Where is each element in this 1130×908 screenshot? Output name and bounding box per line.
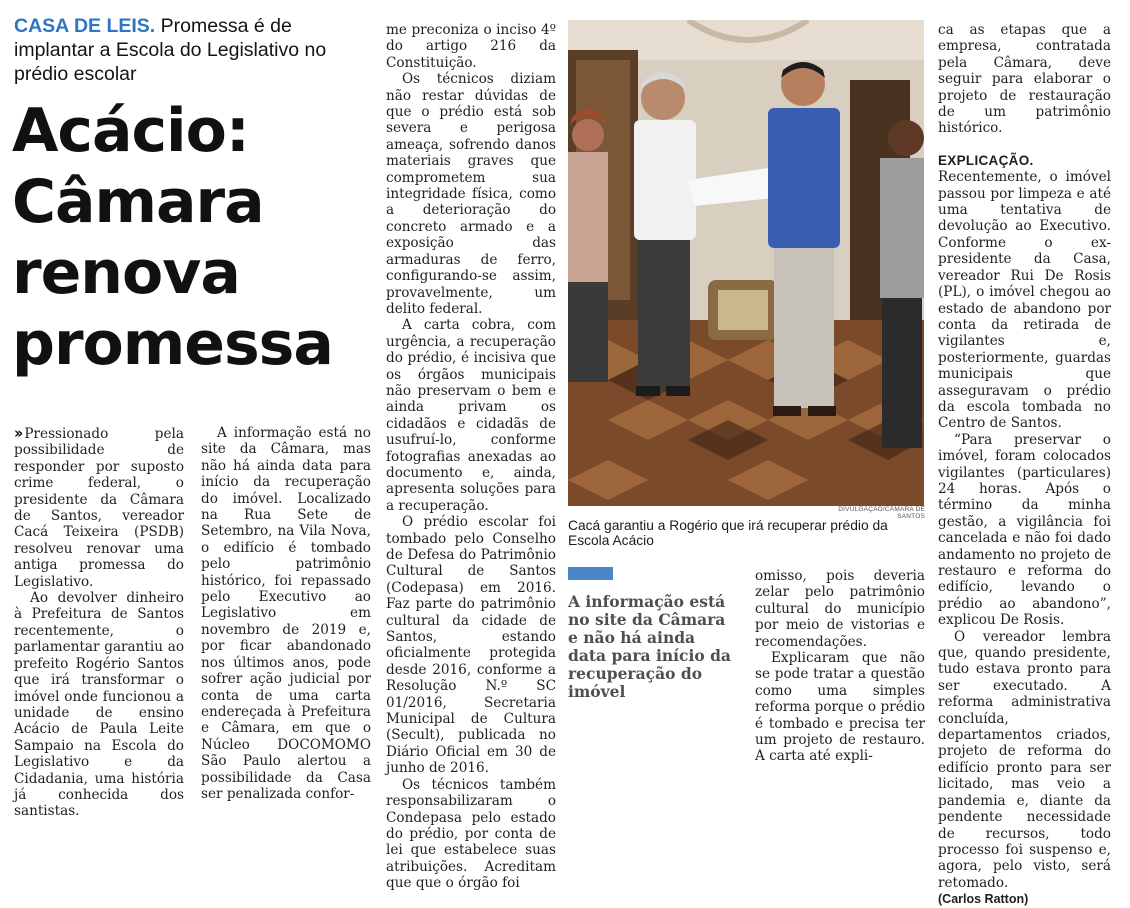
news-photo — [568, 20, 924, 506]
headline-line: renova — [12, 238, 240, 308]
body-column-3 — [386, 22, 556, 892]
headline-line: Acácio: — [12, 96, 249, 166]
paragraph: O prédio escolar foi tombado pelo Conselho de Defesa do Patrimônio Cultural de Santos (Codepasa) em 2016. Faz parte do patrimônio cultural da cidade de Santos, estando oficialmente protegida desde 2016, conforme a Resolução N.º SC 01/2016, Secretaria Municipal de Cultura (Secult), publicada no Diário Oficial em 30 de junho de 2016. — [386, 514, 556, 777]
paragraph: Os técnicos também responsabilizaram o Condepasa pelo estado do prédio, por conta de lei que estabelece suas atribuições. Acreditam que que o órgão foi — [386, 776, 556, 892]
headline-line: promessa — [12, 309, 333, 379]
headline — [12, 96, 372, 380]
paragraph: Explicaram que não se pode tratar a questão como uma simples reforma porque o prédio é tombado e precisa ter um projeto de restauro. A carta até expli- — [755, 650, 925, 765]
subheading: EXPLICAÇÃO. — [938, 152, 1034, 168]
paragraph: A carta cobra, com urgência, a recuperação do prédio, é incisiva que os órgãos municipais não preservam o bem e ainda privam os cidadãos e cidadãs de usufruí-lo, conforme fotografias anexadas ao documento e, ainda, apresenta soluções para a recuperação. — [386, 317, 556, 514]
article-kicker — [14, 14, 374, 86]
paragraph: O vereador lembra que, quando presidente, tudo estava pronto para ser executado. A reforma administrativa concluída, departamentos criados, projeto de reforma do edifício pronto para ser licitado, mas veio a pandemia e, diante da pendente necessidade de recursos, todo processo foi suspenso e, agora, pelo visto, será retomado. — [938, 628, 1111, 891]
paragraph: A informação está no site da Câmara, mas não há ainda data para início da recuperação do imóvel. Localizado na Rua Sete de Setembro, na Vila Nova, o edifício é tombado pelo patrimônio histórico, foi repassado pelo Executivo ao Legislativo em novembro de 2019 e, por ficar abandonado nos últimos anos, pode sofrer ação judicial por conta de uma carta endereçada à Prefeitura e Câmara, em que o Núcleo DOCOMOMO São Paulo alertou a possibilidade da Casa ser penalizada confor- — [201, 425, 371, 802]
paragraph: me preconiza o inciso 4º do artigo 216 da Constituição. — [386, 22, 556, 71]
body-column-1 — [14, 425, 184, 820]
body-column-5 — [938, 22, 1111, 908]
paragraph: ca as etapas que a empresa, contratada pela Câmara, deve seguir para elaborar o projeto de restauração de um patrimônio histórico. — [938, 22, 1111, 137]
section-tag: CASA DE LEIS. — [14, 15, 156, 37]
paragraph: Os técnicos diziam não restar dúvidas de que o prédio está sob severa e perigosa ameaça, sofrendo danos materiais graves que comprometem sua integridade física, como a deterioração do concreto armado e a exposição das armaduras de ferro, configurando-se assim, provavelmente, um delito federal. — [386, 71, 556, 317]
paragraph: omisso, pois deveria zelar pelo patrimônio cultural do município por meio de vistorias e recomendações. — [755, 568, 925, 650]
pullquote: A informação está no site da Câmara e não há ainda data para início da recuperação do imóvel — [568, 592, 731, 701]
paragraph: Recentemente, o imóvel passou por limpeza e até uma tentativa de devolução ao Executivo. Conforme o ex-presidente da Casa, vereador Rui De Rosis (PL), o imóvel chegou ao estado de abandono por conta da retirada de vigilantes e, posteriormente, guardas municipais que asseguravam o prédio da escola tombada no Centro de Santos. — [938, 169, 1111, 432]
photo-credit: DIVULGAÇÃO/CÂMARA DE SANTOS — [838, 506, 925, 520]
paragraph: Ao devolver dinheiro à Prefeitura de Santos recentemente, o parlamentar garantiu ao prefeito Rogério Santos que irá transformar o imóvel onde funcionou a unidade de ensino Acácio de Paula Leite Sampaio na Escola do Legislativo e da Cidadania, uma história já conhecida dos santistas. — [14, 590, 184, 820]
chevron-icon: ›› — [14, 424, 21, 442]
body-column-4 — [755, 568, 925, 765]
paragraph — [14, 425, 184, 590]
headline-line: Câmara — [12, 167, 264, 237]
body-column-2 — [201, 425, 371, 802]
kicker-text: Promessa é de implantar a Escola do Legislativo no prédio escolar — [14, 15, 327, 85]
pullquote-accent-bar — [568, 567, 613, 580]
author-credit: (Carlos Ratton) — [938, 892, 1029, 907]
paragraph: “Para preservar o imóvel, foram colocados vigilantes (particulares) 24 horas. Após o término da minha gestão, a vigilância foi cancelada e não foi dado andamento no projeto de restauro e reforma do edifício, levando o prédio ao abandono”, explicou De Rosis. — [938, 431, 1111, 629]
photo-caption: Cacá garantiu a Rogério que irá recuperar prédio da Escola Acácio — [568, 518, 888, 548]
paragraph-text: Pressionado pela possibilidade de responder por suposto crime federal, o presidente da Câmara de Santos, vereador Cacá Teixeira (PSDB) resolveu renovar uma antiga promessa do Legislativo. — [14, 426, 184, 590]
